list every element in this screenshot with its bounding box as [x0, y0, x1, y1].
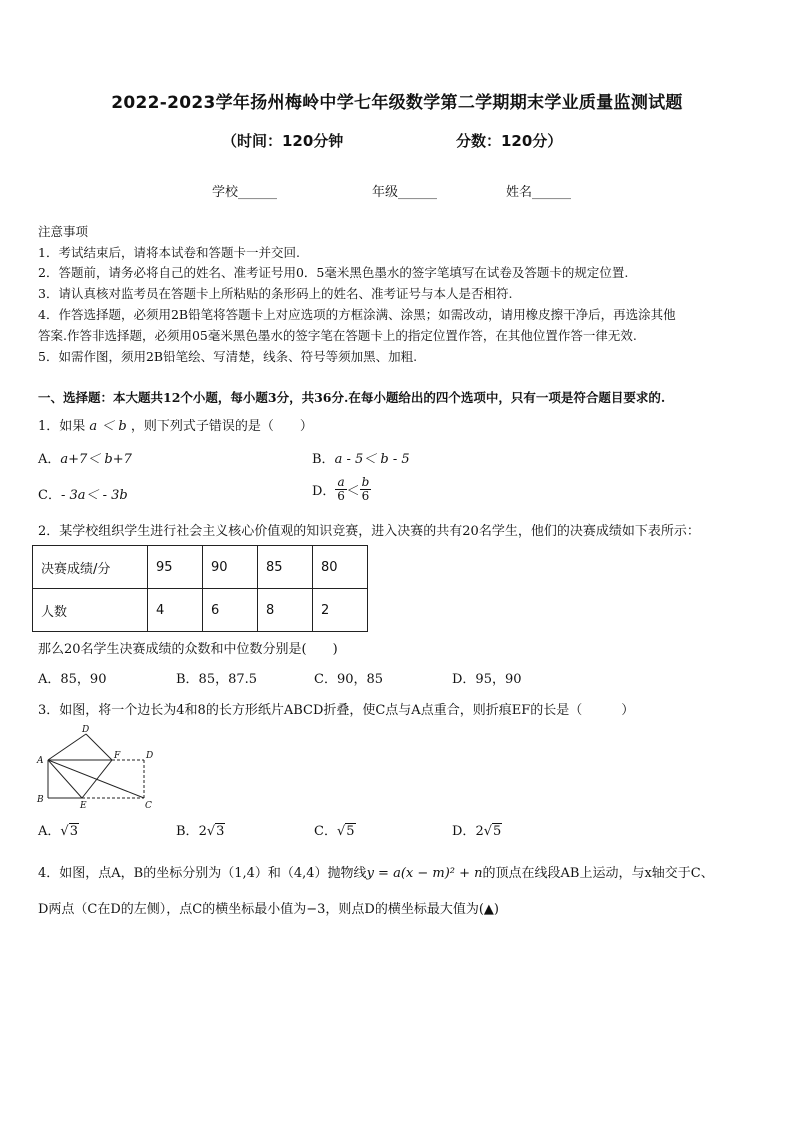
note-item-4: 4．作答选择题，必须用2B铅笔将答题卡上对应选项的方框涂满、涂黑；如需改动，请用橡皮擦干净后，再选涂其他 [38, 307, 676, 322]
label-c: C [145, 801, 152, 810]
exam-title: 2022-2023学年扬州梅岭中学七年级数学第二学期期末学业质量监测试题 [111, 93, 683, 113]
question-2-question: 那么20名学生决赛成绩的众数和中位数分别是( ) [38, 642, 338, 657]
note-item-3: 3．请认真核对监考员在答题卡上所粘贴的条形码上的姓名、准考证号与本人是否相符. [38, 286, 513, 301]
note-item-1: 1．考试结束后，请将本试卷和答题卡一并交回. [38, 245, 300, 260]
question-4-line-2: D两点（C在D的左侧），点C的横坐标最小值为−3，则点D的横坐标最大值为(▲) [38, 902, 499, 917]
q1-option-a: A．a+7＜ b+7 [38, 452, 132, 467]
table-cell: 85 [258, 546, 313, 589]
notes-heading: 注意事项 [38, 224, 89, 239]
q2-option-b: B．85，87.5 [176, 672, 258, 687]
exam-time: （时间：120分钟 [222, 132, 344, 150]
school-field: 学校______ [212, 185, 278, 200]
q2-option-a: A．85，90 [38, 672, 107, 687]
table-cell: 2 [313, 589, 368, 632]
figure-edge-ae [48, 760, 82, 798]
exam-score: 分数：120分） [456, 132, 563, 150]
table-cell: 4 [148, 589, 203, 632]
name-field: 姓名______ [506, 185, 572, 200]
q3-option-c: C．√5 [314, 824, 355, 839]
question-4-line-1: 4．如图，点A，B的坐标分别为（1,4）和（4,4）抛物线y = a(x − m)² + n的顶点在线段AB上运动，与x轴交于C、 [38, 866, 714, 881]
q1-option-d: D． $\frac{a}{6}$ ＜ $\frac{b}{6}$ [312, 475, 370, 503]
label-e: E [80, 801, 87, 810]
fold-figure [36, 722, 156, 810]
note-item-2: 2．答题前，请务必将自己的姓名、准考证号用0．5毫米黑色墨水的签字笔填写在试卷及答题卡的规定位置. [38, 265, 629, 280]
label-d: D [146, 751, 154, 761]
question-1-stem: 1．如果 a ＜ b ，则下列式子错误的是（ ） [38, 419, 313, 434]
table-cell: 人数 [33, 589, 148, 632]
table-cell: 90 [203, 546, 258, 589]
question-3-stem: 3．如图，将一个边长为4和8的长方形纸片ABCD折叠，使C点与A点重合，则折痕EF的长是（ ） [38, 703, 635, 718]
grade-field: 年级______ [372, 185, 438, 200]
figure-diagonal-ac [48, 760, 144, 798]
q3-option-a: A．√3 [38, 824, 78, 839]
question-2-stem: 2．某学校组织学生进行社会主义核心价值观的知识竞赛，进入决赛的共有20名学生，他们的决赛成绩如下表所示： [38, 524, 700, 539]
q2-option-c: C．90，85 [314, 672, 384, 687]
table-cell: 95 [148, 546, 203, 589]
figure-edge-ad [48, 734, 86, 760]
q3-option-d: D．2√5 [452, 824, 502, 839]
q1-option-c: C．- 3a＜ - 3b [38, 488, 128, 503]
q2-option-d: D．95，90 [452, 672, 522, 687]
q3-option-b: B．2√3 [176, 824, 225, 839]
label-b: B [37, 795, 44, 805]
table-row [33, 546, 368, 589]
table-row [33, 589, 368, 632]
table-cell: 80 [313, 546, 368, 589]
q1-option-b: B．a - 5＜ b - 5 [312, 452, 410, 467]
note-item-5: 5．如需作图，须用2B铅笔绘、写清楚，线条、符号等须加黑、加粗. [38, 349, 418, 364]
table-cell: 6 [203, 589, 258, 632]
note-item-4-cont: 答案.作答非选择题，必须用05毫米黑色墨水的签字笔在答题卡上的指定位置作答，在其他位置作答一律无效. [38, 328, 637, 343]
section-heading: 一、选择题：本大题共12个小题，每小题3分，共36分.在每小题给出的四个选项中，只有一项是符合题目要求的. [38, 390, 666, 405]
figure-edge-df [86, 734, 112, 760]
table-cell: 决赛成绩/分 [33, 546, 148, 589]
table-cell: 8 [258, 589, 313, 632]
label-d-folded: D [82, 725, 90, 735]
score-table [32, 545, 368, 632]
label-a: A [37, 756, 44, 766]
label-f: F [114, 751, 121, 761]
